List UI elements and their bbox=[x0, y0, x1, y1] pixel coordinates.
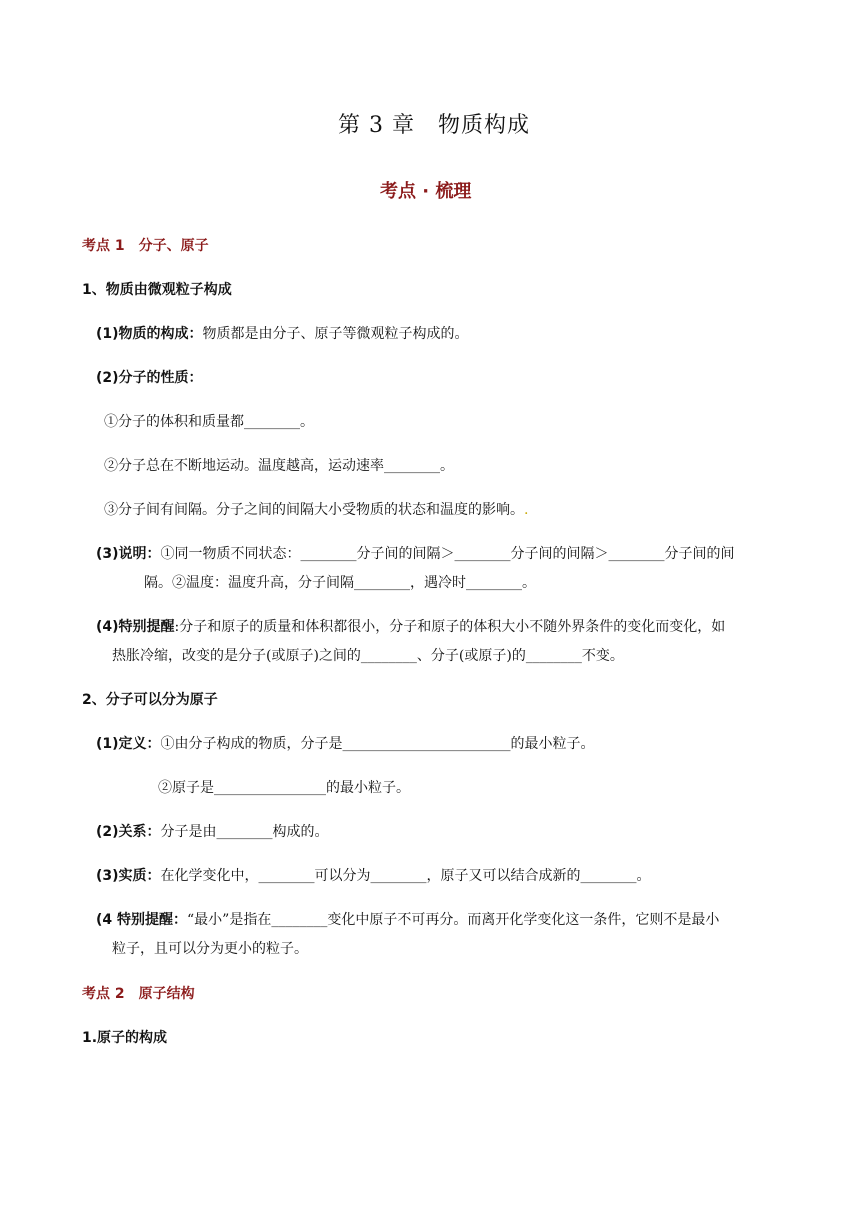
topic-2-heading: 考点 2 原子结构 bbox=[82, 986, 195, 1002]
q1-line-a bbox=[96, 733, 595, 753]
q4-line-1 bbox=[96, 909, 719, 929]
p2-c-dot: . bbox=[524, 502, 529, 518]
p2-b: ②分子总在不断地运动。温度越高，运动速率________。 bbox=[104, 458, 454, 474]
q1-b: ②原子是________________的最小粒子。 bbox=[158, 780, 410, 796]
p3-line-2: 隔。②温度：温度升高，分子间隔________，遇冷时________。 bbox=[144, 575, 536, 591]
q3-label: (3)实质： bbox=[96, 868, 161, 884]
p4-line1: :分子和原子的质量和体积都很小，分子和原子的体积大小不随外界条件的变化而变化，如 bbox=[174, 619, 726, 635]
section-subtitle: 考点 · 梳理 bbox=[380, 181, 472, 202]
q2-text: 分子是由________构成的。 bbox=[160, 824, 329, 840]
q1-a: ①由分子构成的物质，分子是________________________的最小粒子。 bbox=[160, 736, 595, 752]
p4-line-2: 热胀冷缩，改变的是分子(或原子)之间的________、分子(或原子)的________不变。 bbox=[112, 648, 624, 664]
chapter-title: 第 3 章 物质构成 bbox=[338, 113, 530, 138]
q2-line bbox=[96, 821, 329, 841]
p4-label: (4)特别提醒 bbox=[96, 619, 175, 635]
q4-line-2: 粒子，且可以分为更小的粒子。 bbox=[112, 941, 308, 957]
p4-line-1 bbox=[96, 616, 725, 636]
p2-a: ①分子的体积和质量都________。 bbox=[104, 414, 314, 430]
p3-line1: ①同一物质不同状态：________分子间的间隔＞________分子间的间隔＞________分子间的间 bbox=[160, 546, 735, 562]
p1-line bbox=[96, 323, 469, 343]
topic-1-heading: 考点 1 分子、原子 bbox=[82, 238, 209, 254]
q4-line1: “最小”是指在________变化中原子不可再分。而离开化学变化这一条件，它则不是最小 bbox=[187, 912, 720, 928]
p2-c: ③分子间有间隔。分子之间的间隔大小受物质的状态和温度的影响。 bbox=[104, 502, 524, 518]
p1-text: 物质都是由分子、原子等微观粒子构成的。 bbox=[202, 326, 469, 342]
p3-label: (3)说明： bbox=[96, 546, 161, 562]
p2-c-line bbox=[104, 499, 528, 519]
q1-label: (1)定义： bbox=[96, 736, 161, 752]
p1-label: (1)物质的构成： bbox=[96, 326, 203, 342]
q2-label: (2)关系： bbox=[96, 824, 161, 840]
item-1-heading: 1、物质由微观粒子构成 bbox=[82, 282, 232, 298]
topic-2-item-1-heading: 1.原子的构成 bbox=[82, 1030, 168, 1046]
p2-label: (2)分子的性质： bbox=[96, 370, 203, 386]
q3-text: 在化学变化中，________可以分为________，原子又可以结合成新的________。 bbox=[160, 868, 651, 884]
item-2-heading: 2、分子可以分为原子 bbox=[82, 692, 218, 708]
p3-line-1 bbox=[96, 543, 735, 563]
q3-line bbox=[96, 865, 651, 885]
q4-label: (4 特别提醒： bbox=[96, 912, 188, 928]
p2-line bbox=[96, 367, 203, 387]
